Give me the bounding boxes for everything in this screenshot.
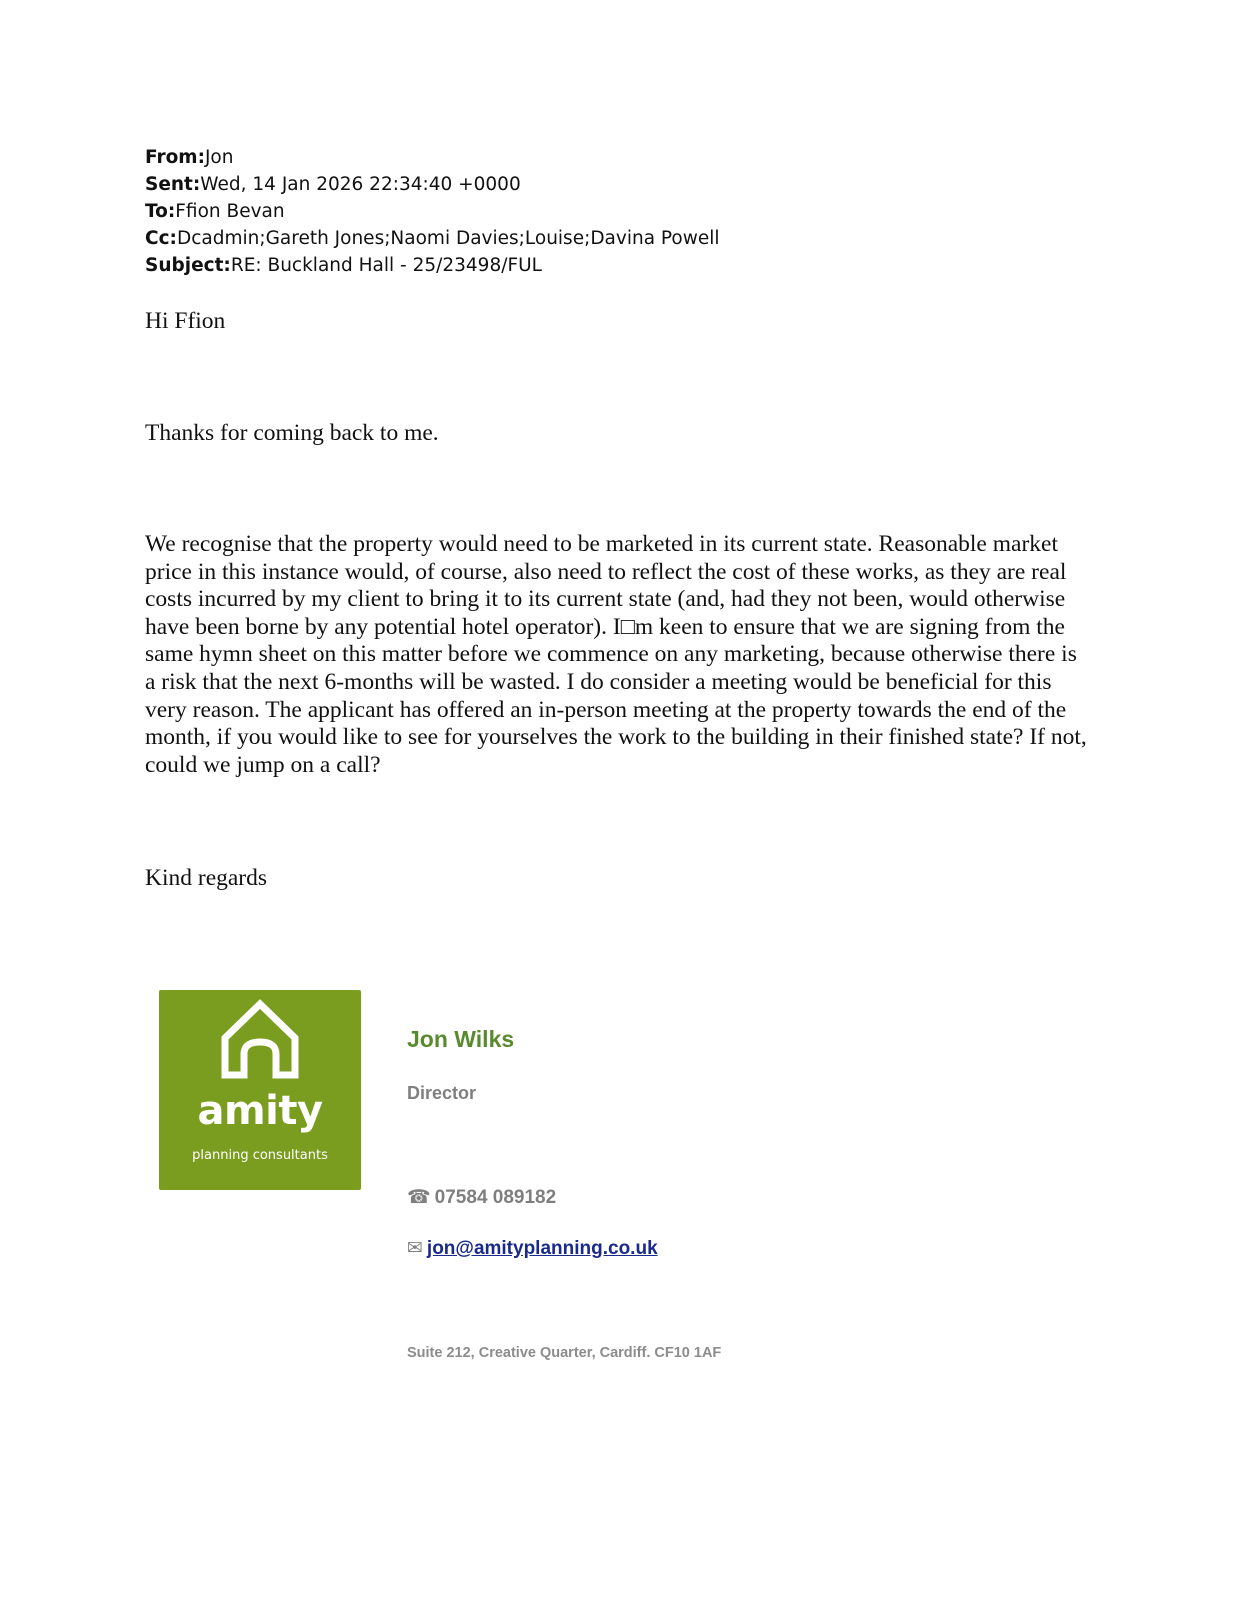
- greeting: Hi Ffion: [145, 308, 226, 334]
- signature-address: Suite 212, Creative Quarter, Cardiff. CF10 1AF: [407, 1345, 722, 1361]
- body-paragraph: We recognise that the property would need to be marketed in its current state. Reasonable market price in this instance would, of course, also need to reflect the cost of these works, as they are real costs incurred by my client to bring it to its current state (and, had they not been, would otherwise have been borne by any potential hotel operator). I□m keen to ensure that we are signing from the same hymn sheet on this matter before we commence on any marketing, because otherwise there is a risk that the next 6-months will be wasted. I do consider a meeting would be beneficial for this very reason. The applicant has offered an in-person meeting at the property towards the end of the month, if you would like to see for yourselves the work to the building in their finished state? If not, could we jump on a call?: [145, 531, 1087, 778]
- phone-icon: ☎: [407, 1187, 431, 1208]
- signature-phone: [407, 1186, 556, 1209]
- thanks-line: Thanks for coming back to me.: [145, 420, 439, 446]
- sent-label: Sent:: [145, 174, 201, 195]
- from-row: [145, 144, 720, 171]
- from-label: From:: [145, 147, 205, 168]
- envelope-icon: ✉: [407, 1238, 423, 1259]
- signature-email: [407, 1237, 658, 1260]
- sent-value: Wed, 14 Jan 2026 22:34:40 +0000: [200, 174, 521, 195]
- email-header: [145, 144, 720, 279]
- email-link[interactable]: jon@amityplanning.co.uk: [426, 1238, 658, 1259]
- logo-wordmark: amity: [197, 1088, 323, 1134]
- subject-row: [145, 252, 720, 279]
- from-value: Jon: [204, 147, 234, 168]
- signature-title: Director: [407, 1083, 477, 1103]
- cc-row: [145, 225, 720, 252]
- cc-value: Dcadmin;Gareth Jones;Naomi Davies;Louise;Davina Powell: [176, 228, 720, 249]
- to-value: Ffion Bevan: [175, 201, 285, 222]
- logo-tagline: planning consultants: [192, 1148, 328, 1163]
- to-row: [145, 198, 720, 225]
- cc-label: Cc:: [145, 228, 177, 249]
- to-label: To:: [145, 201, 176, 222]
- sent-row: [145, 171, 720, 198]
- subject-value: RE: Buckland Hall - 25/23498/FUL: [230, 255, 542, 276]
- subject-label: Subject:: [145, 255, 231, 276]
- phone-number: 07584 089182: [434, 1187, 557, 1208]
- company-logo: [159, 990, 361, 1190]
- signature-name: Jon Wilks: [407, 1026, 515, 1052]
- sign-off: Kind regards: [145, 865, 268, 891]
